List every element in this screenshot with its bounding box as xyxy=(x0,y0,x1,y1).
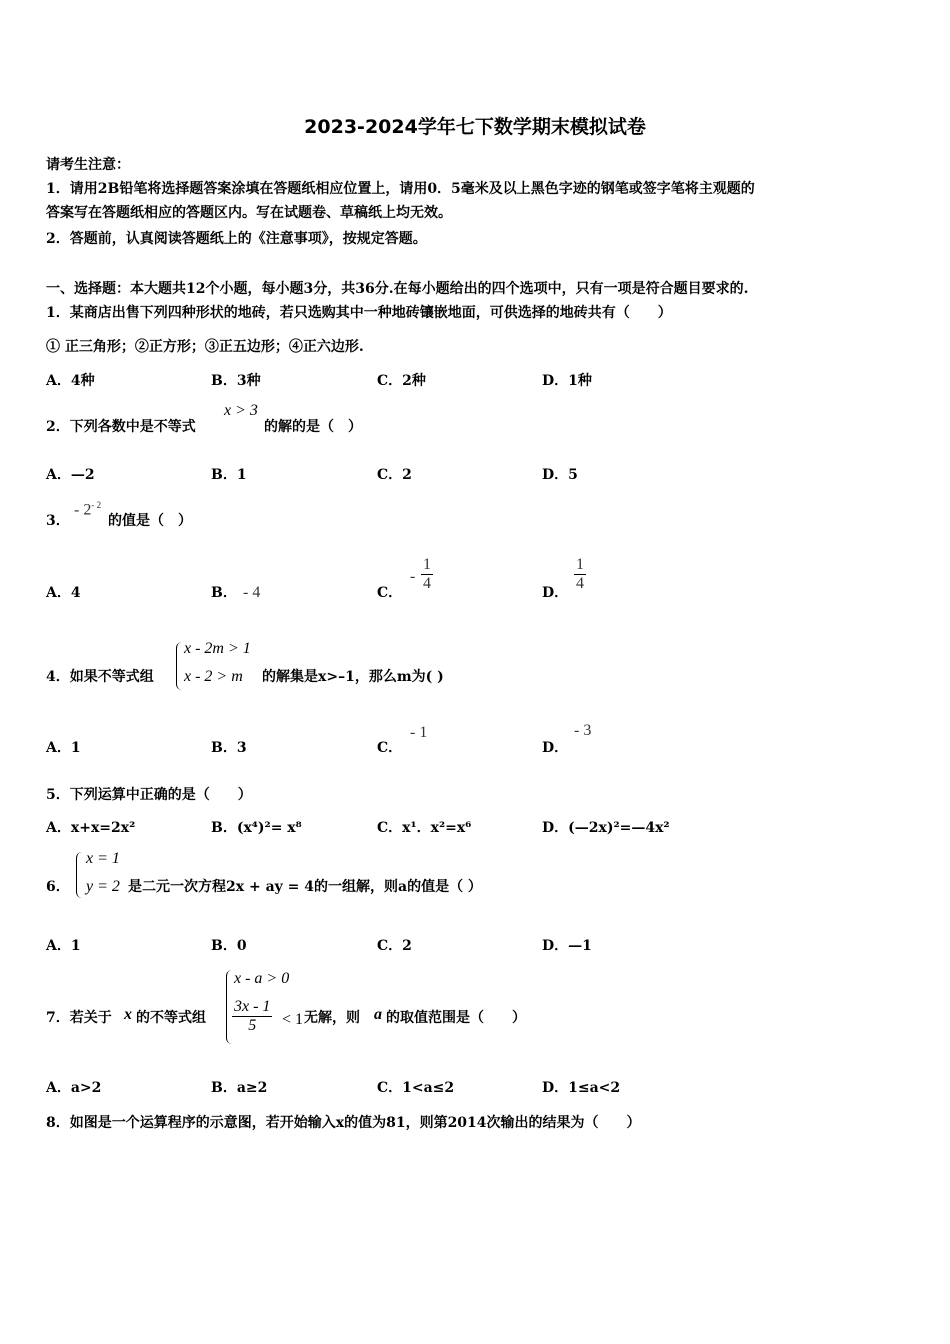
q2-expr: x > 3 xyxy=(224,402,258,419)
q2-option-c: C．2 xyxy=(377,467,412,483)
q7-var-a: a xyxy=(374,1006,382,1023)
q3-option-b-label: B． xyxy=(211,585,237,601)
q4-stem-post: 的解集是x>–1，那么m为( ) xyxy=(262,669,444,685)
q1-option-a: A．4种 xyxy=(46,373,95,389)
q4-line-1: x - 2m > 1 xyxy=(184,640,251,657)
q3-exponent: - 2 xyxy=(91,500,102,510)
q5-option-b: B．(x⁴)²= x⁸ xyxy=(211,820,302,836)
notice-line-1: 1．请用2B铅笔将选择题答案涂填在答题纸相应位置上，请用0．5毫米及以上黑色字迹的钢笔或签字笔将主观题的 xyxy=(46,181,755,197)
q3-base: - $2^{- 2}$ xyxy=(74,500,102,519)
q5-option-a: A．x+x=2x² xyxy=(46,820,136,836)
section-heading: 一、选择题：本大题共12个小题，每小题3分，共36分.在每小题给出的四个选项中，只有一项是符合题目要求的. xyxy=(46,281,749,297)
q5-stem: 5．下列运算中正确的是（ ） xyxy=(46,787,252,803)
q1-stem: 1．某商店出售下列四种形状的地砖，若只选购其中一种地砖镶嵌地面，可供选择的地砖共有（ ） xyxy=(46,305,672,321)
q8-stem: 8．如图是一个运算程序的示意图，若开始输入x的值为81，则第2014次输出的结果为（ ） xyxy=(46,1115,641,1131)
q2-stem-pre: 2．下列各数中是不等式 xyxy=(46,419,196,435)
page-title: 2023-2024学年七下数学期末模拟试卷 xyxy=(304,116,646,138)
q4-option-c-value: - 1 xyxy=(410,724,428,741)
q3-option-d-fraction xyxy=(574,556,586,593)
q6-option-c: C．2 xyxy=(377,938,412,954)
q2-option-d: D．5 xyxy=(542,467,578,483)
q7-option-a: A．a>2 xyxy=(46,1080,102,1096)
q6-line-1: x = 1 xyxy=(86,850,120,867)
q4-line-2: x - 2 > m xyxy=(184,668,243,685)
q2-option-a: A．—2 xyxy=(46,467,95,483)
q4-brace xyxy=(176,642,183,690)
q6-option-a: A．1 xyxy=(46,938,81,954)
q3-option-c-fraction xyxy=(421,556,433,593)
q3-option-c-sign: - xyxy=(410,568,416,585)
q7-numerator: 3x - 1 xyxy=(234,998,271,1015)
q7-option-d: D．1≤a<2 xyxy=(542,1080,621,1096)
q6-option-d: D．—1 xyxy=(542,938,592,954)
q3-option-b-value: - 4 xyxy=(243,584,261,601)
q7-stem-pre: 7．若关于 xyxy=(46,1010,112,1026)
q4-option-a: A．1 xyxy=(46,740,81,756)
q7-line-1: x - a > 0 xyxy=(234,970,290,987)
q6-stem-pre: 6． xyxy=(46,879,70,895)
q4-option-c-label: C． xyxy=(377,740,403,756)
notice-line-2: 答案写在答题纸相应的答题区内。写在试题卷、草稿纸上均无效。 xyxy=(46,205,452,221)
q6-line-2: y = 2 xyxy=(86,878,120,895)
q1-option-d: D．1种 xyxy=(542,373,592,389)
q7-denominator: 5 xyxy=(248,1017,257,1034)
q7-var-x: x xyxy=(124,1006,132,1023)
q7-stem-post1: 无解，则 xyxy=(304,1010,360,1026)
q6-option-b: B．0 xyxy=(211,938,247,954)
q4-option-b: B．3 xyxy=(211,740,247,756)
q4-option-d-label: D． xyxy=(542,740,569,756)
q3-option-d-label: D． xyxy=(542,585,569,601)
q7-option-b: B．a≥2 xyxy=(211,1080,268,1096)
q7-line-2-fraction xyxy=(232,998,272,1035)
q3-stem-post: 的值是（ ） xyxy=(108,513,192,529)
notice-heading: 请考生注意： xyxy=(46,157,130,173)
q5-option-d: D．(—2x)²=—4x² xyxy=(542,820,670,836)
q7-stem-mid: 的不等式组 xyxy=(136,1010,206,1026)
q3-option-a: A．4 xyxy=(46,585,81,601)
q7-option-c: C．1<a≤2 xyxy=(377,1080,455,1096)
q1-option-b: B．3种 xyxy=(211,373,261,389)
q4-stem-pre: 4．如果不等式组 xyxy=(46,669,154,685)
q2-option-b: B．1 xyxy=(211,467,247,483)
q3-stem-pre: 3． xyxy=(46,513,70,529)
q1-option-c: C．2种 xyxy=(377,373,426,389)
q3-c-numerator: 1 xyxy=(423,556,431,573)
q3-c-denominator: 4 xyxy=(423,575,431,592)
q7-stem-post2: 的取值范围是（ ） xyxy=(386,1010,526,1026)
q3-d-numerator: 1 xyxy=(576,556,584,573)
q2-stem-post: 的解的是（ ） xyxy=(264,419,362,435)
q6-stem-post: 是二元一次方程2x + ay = 4的一组解，则a的值是（ ） xyxy=(128,879,482,895)
q5-option-c: C．x¹．x²=x⁶ xyxy=(377,820,472,836)
q3-option-c-label: C． xyxy=(377,585,403,601)
q1-sub: ① 正三角形；②正方形；③正五边形；④正六边形. xyxy=(46,339,364,355)
q6-brace xyxy=(76,852,83,898)
q7-relation: < 1 xyxy=(282,1011,304,1028)
q4-option-d-value: - 3 xyxy=(574,722,592,739)
notice-line-3: 2．答题前，认真阅读答题纸上的《注意事项》，按规定答题。 xyxy=(46,231,427,247)
q3-d-denominator: 4 xyxy=(576,575,584,592)
